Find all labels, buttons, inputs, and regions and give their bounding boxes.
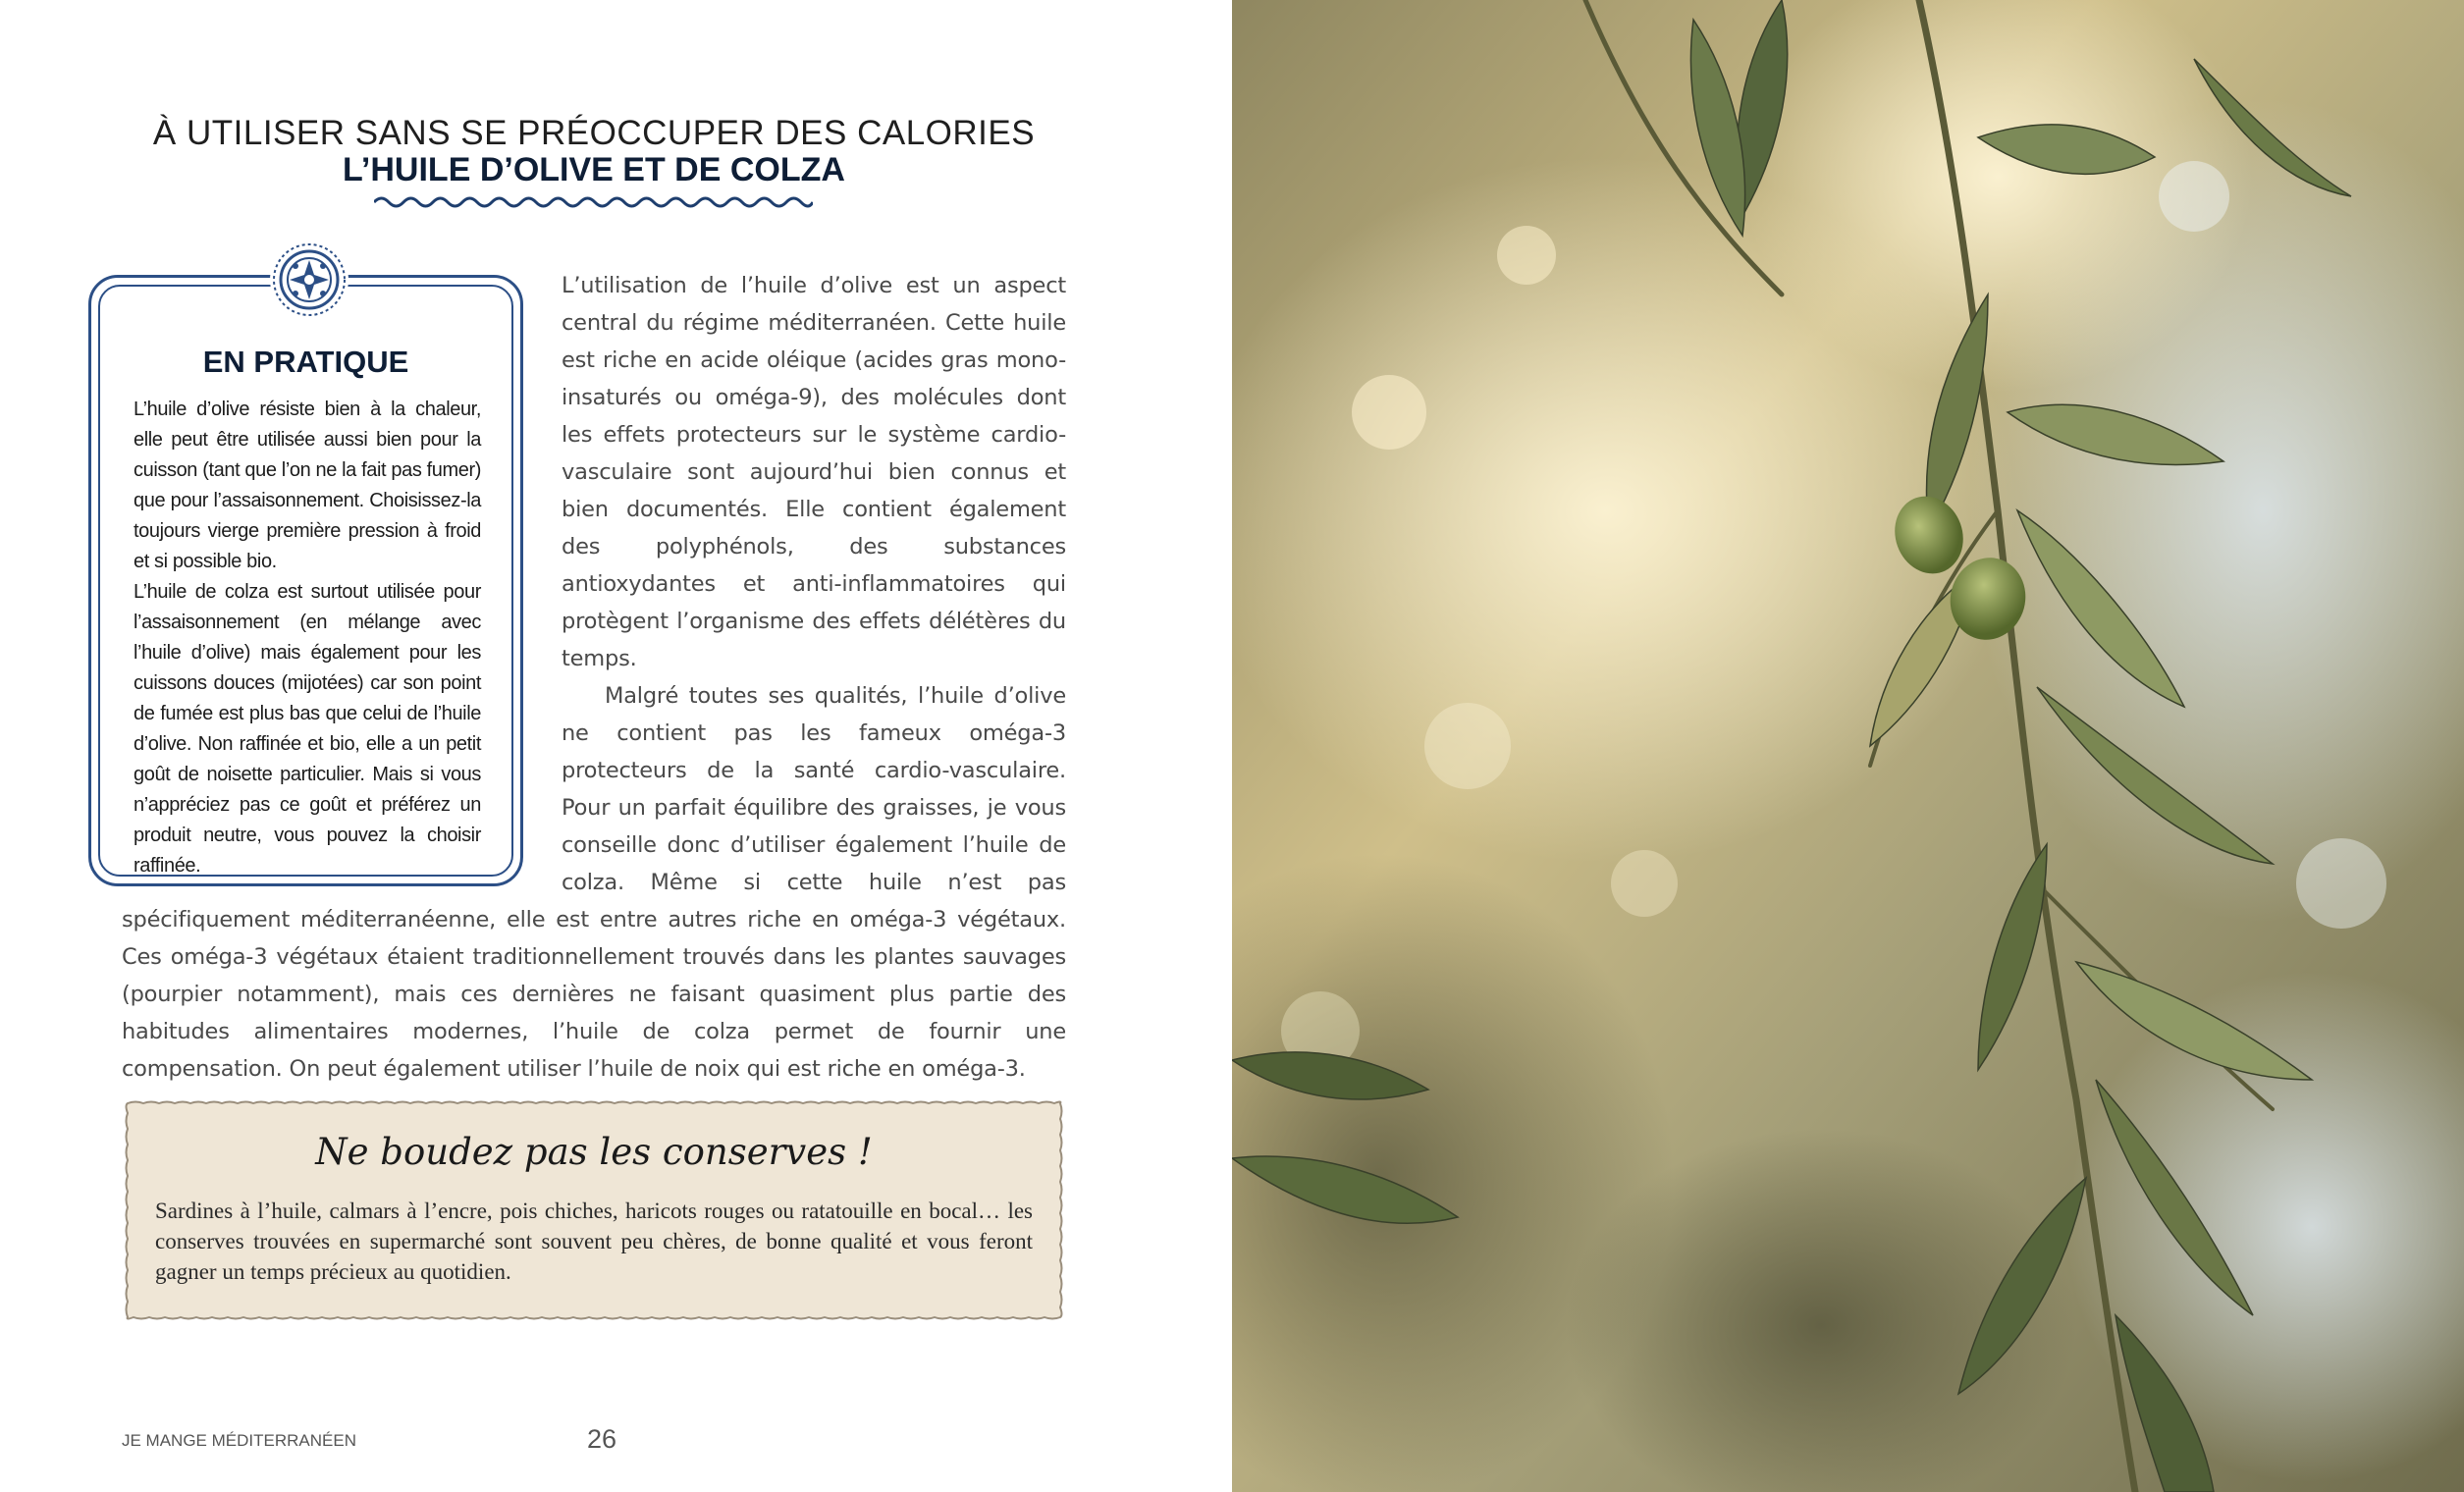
en-pratique-paragraph-colza: L’huile de colza est surtout utilisée pour l’assaisonnement (en mélange avec l’huile d’olive) mais également pour les cuissons douces (mijotées) car son point de fumée est plus bas que celui de l’huile d’olive. Non raffinée et bio, elle a un petit goût de noisette particulier. Mais si vous n’appréciez pas ce goût et préférez un produit neutre, vous pouvez la choisir raffinée. [134, 581, 481, 877]
page-number: 26 [587, 1424, 617, 1454]
article-paragraph-1: L’utilisation de l’huile d’olive est un aspect central du régime méditerranéen. Cette huile est riche en acide oléique (acides gras mono-insaturés ou oméga-9), des molécules dont les effets protecteurs sur le système cardio-vasculaire sont aujourd’hui bien connus et bien documentés. Elle contient également des polyphénols, des substances antioxydantes et anti-inflammatoires qui protègent l’organisme des effets délétères du temps. [562, 273, 1066, 671]
page-title: L’HUILE D’OLIVE ET DE COLZA [343, 151, 845, 188]
running-footer: JE MANGE MÉDITERRANÉEN [122, 1431, 356, 1450]
section-kicker: À UTILISER SANS SE PRÉOCCUPER DES CALORIES [152, 114, 1036, 152]
conserves-tip-box [122, 1097, 1066, 1323]
conserves-text: Sardines à l’huile, calmars à l’encre, pois chiches, haricots rouges ou ratatouille en bocal… les conserves trouvées en supermarché sont souvent peu chères, de bonne qualité et vous feront gagner un temps précieux au quotidien. [155, 1199, 1033, 1284]
conserves-title: Ne boudez pas les conserves ! [315, 1131, 873, 1173]
olive-branch-photo [1232, 0, 2464, 1492]
en-pratique-paragraph-olive: L’huile d’olive résiste bien à la chaleur, elle peut être utilisée aussi bien pour la cuisson (tant que l’on ne la fait pas fumer) que pour l’assaisonnement. Choisissez-la toujours vierge première pression à froid et si possible bio. [134, 399, 481, 572]
en-pratique-title: EN PRATIQUE [202, 345, 409, 379]
article-paragraph-2: Malgré toutes ses qualités, l’huile d’olive ne contient pas les fameux oméga-3 protecteurs de la santé cardio-vasculaire. Pour un parfait équilibre des graisses, je vous conseille donc d’utiliser également l’huile de colza. Même si cette huile n’est pas spécifiquement méditerranéenne, elle est entre autres riche en oméga-3 végétaux. Ces oméga-3 végétaux étaient traditionnellement trouvés dans les plantes sauvages (pourpier notamment), mais ces dernières ne faisant quasiment plus partie des habitudes alimentaires modernes, l’huile de colza permet de fournir une compensation. On peut également utiliser l’huile de noix qui est riche en oméga-3. [122, 683, 1066, 1082]
wave-underline [374, 191, 813, 213]
sidebar-spacer [122, 267, 562, 895]
main-article-text [122, 267, 1066, 1088]
